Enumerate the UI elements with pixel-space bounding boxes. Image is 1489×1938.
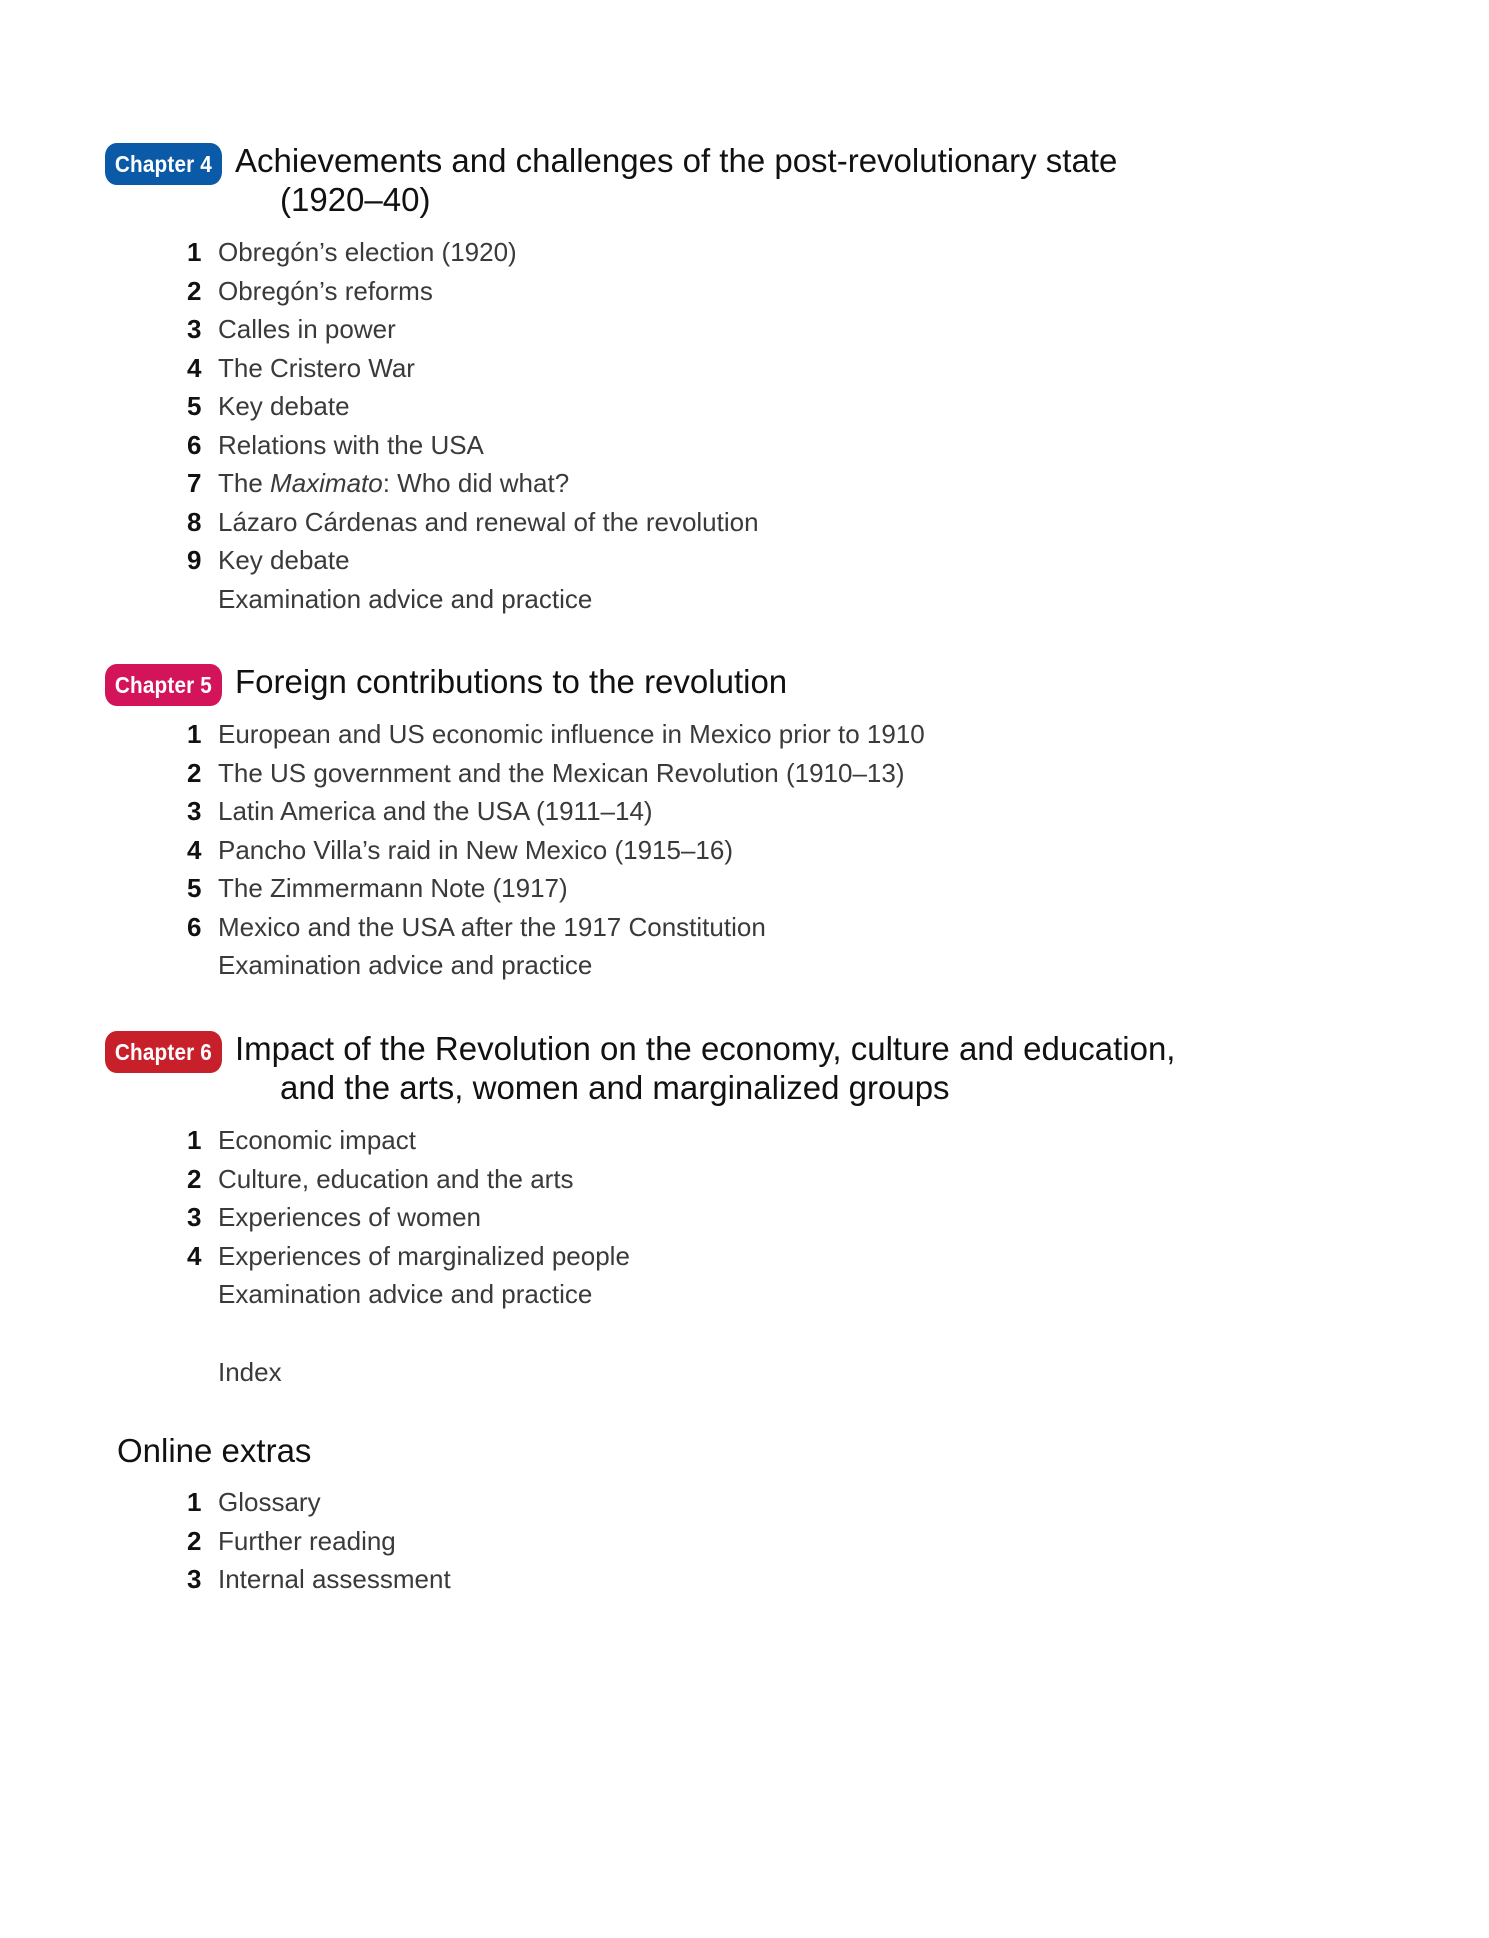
list-item[interactable] [105, 908, 1305, 947]
chapter-4-section-list [105, 233, 1305, 618]
online-extras-block [105, 1483, 1305, 1599]
section-number: 4 [187, 352, 202, 383]
section-label: Examination advice and practice [218, 583, 593, 614]
list-item[interactable] [105, 503, 1305, 542]
section-label: Economic impact [218, 1125, 416, 1155]
list-item[interactable] [105, 310, 1305, 349]
section-label: The Zimmermann Note (1917) [218, 873, 568, 903]
section-label-pre: The [218, 468, 271, 498]
section-label: Internal assessment [218, 1564, 451, 1594]
section-number: 1 [187, 237, 202, 267]
list-item[interactable] [105, 349, 1305, 388]
section-label: Experiences of marginalized people [218, 1240, 630, 1271]
chapter-6-section-list [105, 1121, 1305, 1314]
index-entry[interactable]: Index [218, 1357, 282, 1387]
chapter-4-title-line2: (1920–40) [280, 181, 431, 218]
section-label: Key debate [218, 391, 350, 421]
list-item[interactable] [105, 1522, 1305, 1561]
list-item[interactable] [105, 1198, 1305, 1237]
chapter-4-heading [105, 141, 1305, 219]
list-item[interactable] [105, 715, 1305, 754]
section-label: Mexico and the USA after the 1917 Constitution [218, 911, 766, 942]
list-item[interactable] [105, 754, 1305, 793]
section-number: 9 [187, 545, 202, 575]
section-number: 1 [187, 1487, 202, 1517]
list-item[interactable] [105, 869, 1305, 908]
section-label: Lázaro Cárdenas and renewal of the revolution [218, 506, 759, 537]
section-label: Relations with the USA [218, 429, 484, 460]
section-number: 2 [187, 275, 202, 306]
section-number: 6 [187, 429, 202, 460]
chapter-4-badge[interactable]: Chapter 4 [105, 143, 222, 185]
section-number: 3 [187, 796, 202, 826]
section-label: Culture, education and the arts [218, 1163, 574, 1194]
section-number: 1 [187, 719, 202, 749]
list-item[interactable] [105, 1121, 1305, 1160]
list-item[interactable] [105, 831, 1305, 870]
chapter-5-section-list [105, 715, 1305, 985]
section-number: 5 [187, 391, 202, 421]
chapter-4-title-line1: Achievements and challenges of the post-revolutionary state [235, 142, 1118, 179]
chapter-6-title-line2: and the arts, women and marginalized groups [280, 1069, 950, 1106]
chapter-5-badge[interactable]: Chapter 5 [105, 664, 222, 706]
section-label: Obregón’s election (1920) [218, 237, 517, 267]
section-number: 4 [187, 834, 202, 865]
section-number: 6 [187, 911, 202, 942]
list-item[interactable] [105, 464, 1305, 503]
list-item[interactable] [105, 1483, 1305, 1522]
section-label: Latin America and the USA (1911–14) [218, 796, 653, 826]
section-label: The Cristero War [218, 352, 415, 383]
section-number: 1 [187, 1125, 202, 1155]
chapter-6-title[interactable] [105, 1029, 1305, 1107]
section-label: European and US economic influence in Mexico prior to 1910 [218, 719, 925, 749]
section-label: Examination advice and practice [218, 1279, 593, 1309]
section-number: 3 [187, 1564, 202, 1594]
chapter-5-title[interactable] [105, 662, 1305, 701]
chapter-4-block [105, 141, 1305, 618]
chapter-6-badge[interactable]: Chapter 6 [105, 1031, 222, 1073]
chapter-5-heading [105, 662, 1305, 701]
section-number: 5 [187, 873, 202, 903]
online-extras-title: Online extras [117, 1432, 312, 1469]
section-number: 4 [187, 1240, 202, 1271]
section-label: Pancho Villa’s raid in New Mexico (1915–16) [218, 834, 733, 865]
section-number: 2 [187, 1525, 202, 1556]
list-item[interactable] [105, 946, 1305, 985]
list-item[interactable] [105, 272, 1305, 311]
section-number: 8 [187, 506, 202, 537]
section-label: Key debate [218, 545, 350, 575]
online-extras-list [105, 1483, 1305, 1599]
list-item[interactable] [105, 426, 1305, 465]
list-item[interactable] [105, 1237, 1305, 1276]
section-number: 2 [187, 757, 202, 788]
section-label: Glossary [218, 1487, 321, 1517]
section-label: Calles in power [218, 314, 396, 344]
section-number: 3 [187, 314, 202, 344]
chapter-6-block [105, 1029, 1305, 1314]
section-number: 2 [187, 1163, 202, 1194]
section-label: The US government and the Mexican Revolution (1910–13) [218, 757, 905, 788]
chapter-5-title-line1: Foreign contributions to the revolution [235, 663, 788, 700]
list-item[interactable] [105, 233, 1305, 272]
list-item[interactable] [105, 580, 1305, 619]
list-item[interactable] [105, 1275, 1305, 1314]
list-item[interactable] [105, 792, 1305, 831]
chapter-6-title-line1: Impact of the Revolution on the economy, culture and education, [235, 1030, 1176, 1067]
list-item[interactable] [105, 1160, 1305, 1199]
list-item[interactable] [105, 1560, 1305, 1599]
chapter-5-block [105, 662, 1305, 985]
section-label-italic: Maximato [270, 468, 383, 498]
chapter-4-title[interactable] [105, 141, 1305, 219]
section-number: 7 [187, 468, 202, 498]
list-item[interactable] [105, 387, 1305, 426]
section-label: Experiences of women [218, 1202, 482, 1232]
section-label [218, 464, 569, 503]
section-number: 3 [187, 1202, 202, 1232]
section-label: Obregón’s reforms [218, 275, 433, 306]
section-label-post: : Who did what? [382, 468, 570, 498]
section-label: Examination advice and practice [218, 950, 593, 980]
list-item[interactable] [105, 541, 1305, 580]
chapter-6-heading [105, 1029, 1305, 1107]
section-label: Further reading [218, 1525, 396, 1556]
